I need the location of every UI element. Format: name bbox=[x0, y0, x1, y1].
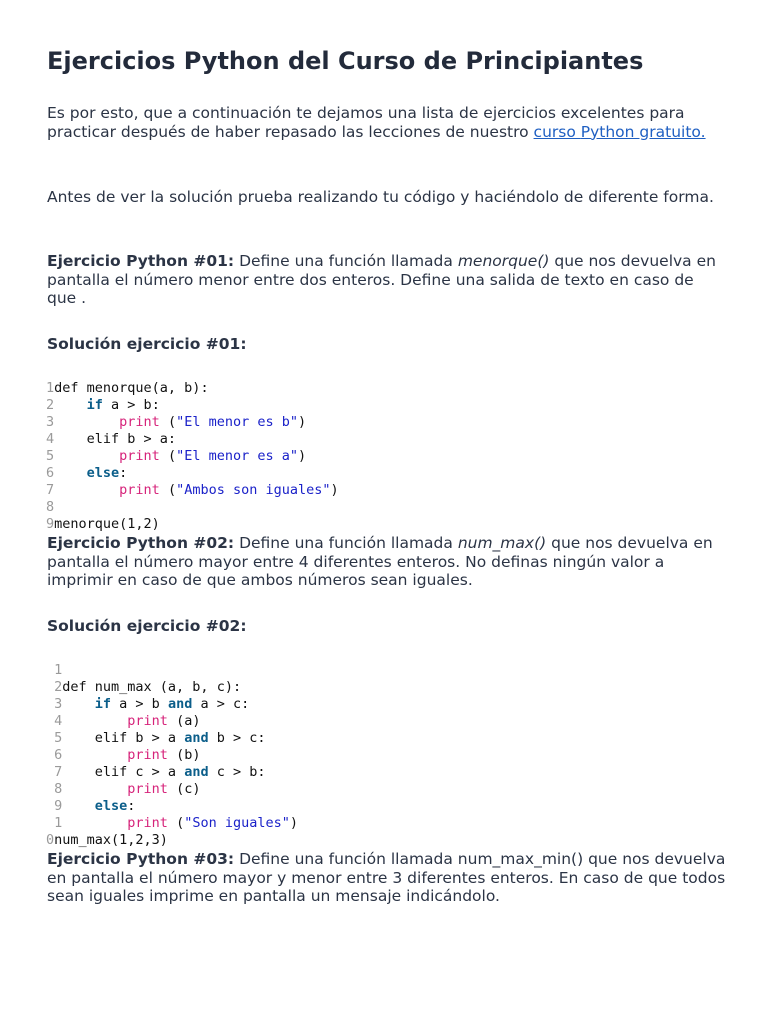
line-number: 9 bbox=[46, 516, 55, 532]
code-text: elif b > a bbox=[62, 730, 185, 746]
code-builtin: print bbox=[119, 482, 160, 498]
code-text: elif b > a: bbox=[54, 431, 177, 447]
line-number: 8 bbox=[46, 499, 55, 515]
solution-1-heading: Solución ejercicio #01: bbox=[47, 335, 247, 353]
code-line bbox=[46, 465, 339, 482]
code-keyword: and bbox=[184, 764, 209, 780]
code-string: "El menor es b" bbox=[176, 414, 298, 430]
exercise-3-statement: Ejercicio Python #03: Define una función llamada num_max_min() que nos devuelva en pantalla el número mayor y menor entre 3 diferentes enteros. En caso de que todos sean iguales imprime en pantalla un mensaje indicándolo. bbox=[47, 850, 726, 905]
line-number: 7 bbox=[46, 764, 63, 780]
line-number: 4 bbox=[46, 431, 55, 447]
code-text: ( bbox=[159, 448, 177, 464]
code-text bbox=[54, 448, 119, 464]
code-keyword: else bbox=[86, 465, 120, 481]
code-builtin: print bbox=[119, 448, 160, 464]
code-line bbox=[46, 781, 298, 798]
exercise-2-function: num_max() bbox=[457, 534, 547, 552]
code-line bbox=[46, 397, 339, 414]
code-text bbox=[62, 696, 95, 712]
code-text bbox=[62, 747, 127, 763]
intro-paragraph-2: Antes de ver la solución prueba realizando tu código y haciéndolo de diferente forma. bbox=[47, 188, 714, 206]
page-title: Ejercicios Python del Curso de Principiantes bbox=[47, 47, 644, 75]
code-text: ) bbox=[330, 482, 339, 498]
code-text: def num_max (a, b, c): bbox=[62, 679, 242, 695]
exercise-1-statement: Ejercicio Python #01: Define una función llamada menorque() que nos devuelva en pantalla el número menor entre dos enteros. Define una salida de texto en caso de que . bbox=[47, 252, 716, 307]
code-text: (a) bbox=[167, 713, 201, 729]
exercise-1-function: menorque() bbox=[457, 252, 550, 270]
code-line bbox=[46, 414, 339, 431]
code-keyword: if bbox=[86, 397, 103, 413]
code-text: def menorque(a, b): bbox=[54, 380, 209, 396]
code-line bbox=[46, 499, 339, 516]
line-number: 5 bbox=[46, 730, 63, 746]
code-text bbox=[62, 781, 127, 797]
code-text: ( bbox=[159, 414, 177, 430]
code-line bbox=[46, 679, 298, 696]
line-number: 1 bbox=[46, 815, 63, 831]
code-line bbox=[46, 380, 339, 397]
line-number: 5 bbox=[46, 448, 55, 464]
code-line bbox=[46, 832, 298, 849]
code-text: menorque(1,2) bbox=[54, 516, 160, 532]
code-line bbox=[46, 713, 298, 730]
code-text: (b) bbox=[167, 747, 201, 763]
code-text bbox=[62, 815, 127, 831]
code-text: a > b: bbox=[102, 397, 160, 413]
line-number: 1 bbox=[46, 662, 63, 678]
code-text: ( bbox=[167, 815, 185, 831]
code-line bbox=[46, 482, 339, 499]
code-text: b > c: bbox=[208, 730, 266, 746]
code-text: a > b bbox=[111, 696, 168, 712]
code-line bbox=[46, 696, 298, 713]
code-block-2 bbox=[46, 662, 298, 849]
code-text: ( bbox=[159, 482, 177, 498]
code-builtin: print bbox=[119, 414, 160, 430]
code-text: : bbox=[127, 798, 136, 814]
intro-text: Es por esto, que a continuación te dejamos una lista de ejercicios excelentes para practicar después de haber repasado las lecciones de nuestro bbox=[47, 104, 685, 141]
line-number: 7 bbox=[46, 482, 55, 498]
code-text: a > c: bbox=[192, 696, 250, 712]
code-string: "Ambos son iguales" bbox=[176, 482, 331, 498]
code-text bbox=[54, 397, 87, 413]
line-number: 0 bbox=[46, 832, 55, 848]
line-number: 1 bbox=[46, 380, 55, 396]
code-text bbox=[54, 465, 87, 481]
line-number: 8 bbox=[46, 781, 63, 797]
code-keyword: and bbox=[167, 696, 193, 712]
code-line bbox=[46, 448, 339, 465]
code-text: ) bbox=[298, 414, 307, 430]
code-line bbox=[46, 747, 298, 764]
code-text: num_max(1,2,3) bbox=[54, 832, 168, 848]
exercise-3-label: Ejercicio Python #03: bbox=[47, 850, 235, 868]
course-link[interactable]: curso Python gratuito. bbox=[533, 122, 706, 141]
code-text: (c) bbox=[167, 781, 201, 797]
code-line bbox=[46, 516, 339, 533]
intro-paragraph bbox=[47, 104, 727, 141]
code-keyword: and bbox=[184, 730, 209, 746]
line-number: 9 bbox=[46, 798, 63, 814]
code-block-1 bbox=[46, 380, 339, 533]
code-line bbox=[46, 798, 298, 815]
exercise-2-label: Ejercicio Python #02: bbox=[47, 534, 235, 552]
code-text: ) bbox=[289, 815, 299, 831]
line-number: 4 bbox=[46, 713, 63, 729]
line-number: 3 bbox=[46, 696, 63, 712]
solution-2-heading: Solución ejercicio #02: bbox=[47, 617, 247, 635]
code-text: elif c > a bbox=[62, 764, 185, 780]
code-string: "Son iguales" bbox=[184, 815, 290, 831]
code-keyword: if bbox=[94, 696, 112, 712]
code-text: c > b: bbox=[208, 764, 266, 780]
line-number: 2 bbox=[46, 397, 55, 413]
line-number: 2 bbox=[46, 679, 63, 695]
code-text bbox=[62, 798, 95, 814]
code-line bbox=[46, 764, 298, 781]
code-text bbox=[54, 482, 119, 498]
code-builtin: print bbox=[127, 747, 168, 763]
line-number: 6 bbox=[46, 465, 55, 481]
code-text bbox=[54, 414, 119, 430]
code-line bbox=[46, 662, 298, 679]
code-keyword: else bbox=[94, 798, 128, 814]
code-string: "El menor es a" bbox=[176, 448, 298, 464]
line-number: 6 bbox=[46, 747, 63, 763]
code-line bbox=[46, 431, 339, 448]
exercise-2-statement: Ejercicio Python #02: Define una función llamada num_max() que nos devuelva en pantalla el número mayor entre 4 diferentes enteros. No definas ningún valor a imprimir en caso de que ambos números sean iguales. bbox=[47, 534, 713, 589]
code-line bbox=[46, 730, 298, 747]
line-number: 3 bbox=[46, 414, 55, 430]
code-builtin: print bbox=[127, 815, 168, 831]
code-text bbox=[62, 713, 127, 729]
code-builtin: print bbox=[127, 781, 168, 797]
code-line bbox=[46, 815, 298, 832]
code-builtin: print bbox=[127, 713, 168, 729]
code-text: ) bbox=[298, 448, 307, 464]
exercise-1-label: Ejercicio Python #01: bbox=[47, 252, 235, 270]
code-text: : bbox=[119, 465, 128, 481]
